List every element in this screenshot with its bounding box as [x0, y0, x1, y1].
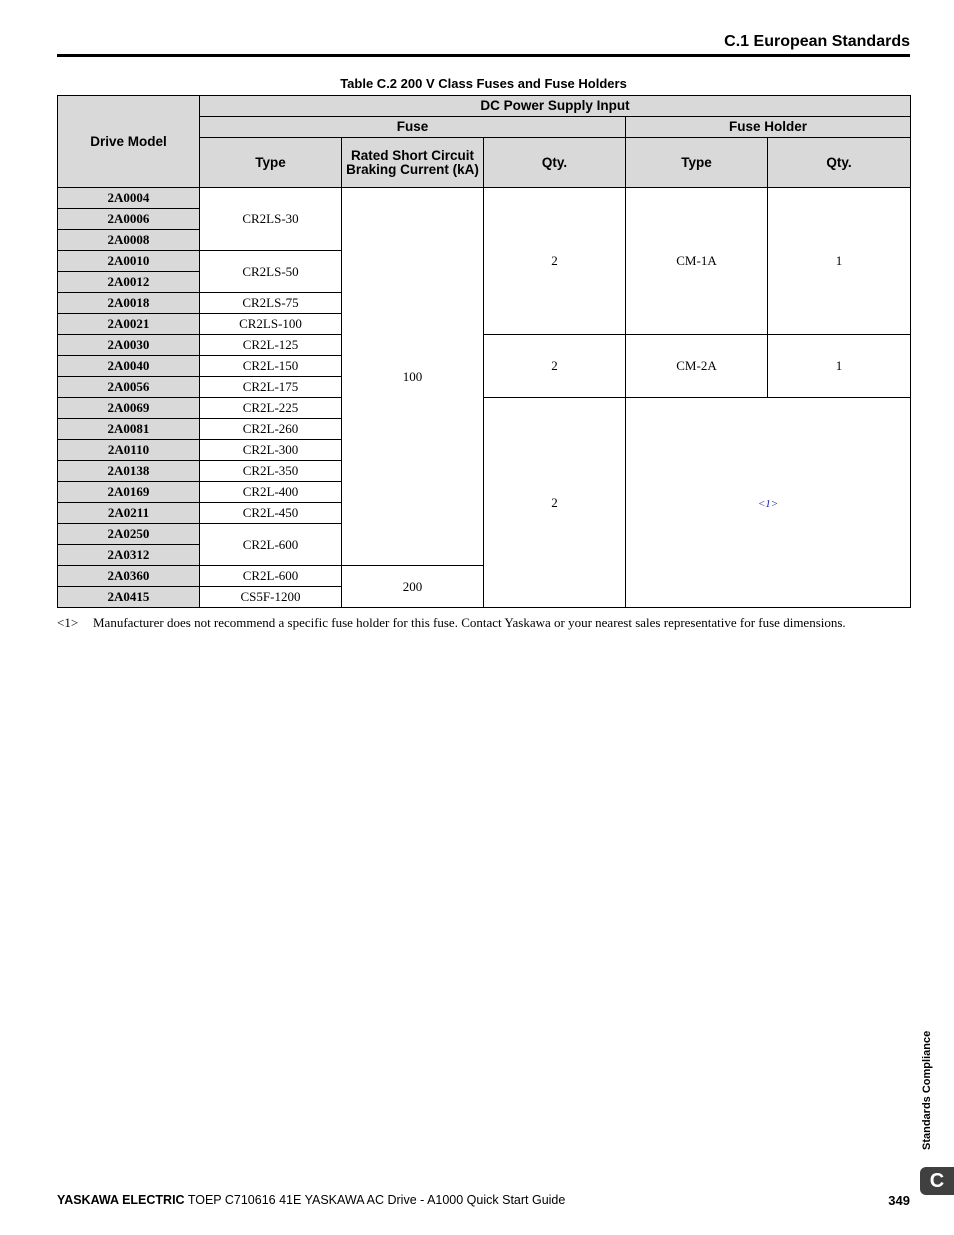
page-number: 349	[888, 1193, 910, 1208]
fuse-type-cell: CR2L-125	[200, 335, 342, 356]
footer-doc-title: TOEP C710616 41E YASKAWA AC Drive - A1000 Quick Start Guide	[184, 1193, 566, 1207]
drive-model-cell: 2A0056	[58, 377, 200, 398]
drive-model-cell: 2A0415	[58, 587, 200, 608]
drive-model-cell: 2A0021	[58, 314, 200, 335]
footer-brand: YASKAWA ELECTRIC	[57, 1193, 185, 1207]
drive-model-cell: 2A0069	[58, 398, 200, 419]
fuse-type-cell: CR2L-300	[200, 440, 342, 461]
rating-cell: 100	[342, 188, 484, 566]
fuse-holder-header: Fuse Holder	[626, 117, 911, 138]
drive-model-cell: 2A0312	[58, 545, 200, 566]
fuse-qty-cell: 2	[484, 398, 626, 608]
fuse-type-cell: CR2LS-50	[200, 251, 342, 293]
footnote	[57, 615, 917, 631]
holder-qty-cell: 1	[768, 335, 911, 398]
fuse-type-header: Type	[200, 138, 342, 188]
header-row-1	[58, 96, 911, 117]
holder-qty-header: Qty.	[768, 138, 911, 188]
drive-model-cell: 2A0006	[58, 209, 200, 230]
fuse-type-cell: CR2L-400	[200, 482, 342, 503]
holder-type-cell: CM-2A	[626, 335, 768, 398]
rating-cell: 200	[342, 566, 484, 608]
drive-model-header: Drive Model	[58, 96, 200, 188]
table-row	[58, 188, 911, 209]
drive-model-cell: 2A0040	[58, 356, 200, 377]
drive-model-cell: 2A0030	[58, 335, 200, 356]
fuse-qty-header: Qty.	[484, 138, 626, 188]
side-section-label: Standards Compliance	[921, 1030, 933, 1150]
fuse-qty-cell: 2	[484, 335, 626, 398]
page-footer	[57, 1193, 565, 1207]
drive-model-cell: 2A0110	[58, 440, 200, 461]
drive-model-cell: 2A0008	[58, 230, 200, 251]
drive-model-cell: 2A0360	[58, 566, 200, 587]
holder-note-cell	[626, 398, 911, 608]
drive-model-cell: 2A0018	[58, 293, 200, 314]
fuse-type-cell: CR2L-600	[200, 524, 342, 566]
fuse-type-cell: CS5F-1200	[200, 587, 342, 608]
dc-input-header: DC Power Supply Input	[200, 96, 911, 117]
footnote-mark: <1>	[57, 615, 79, 630]
fuse-table	[57, 95, 911, 608]
rated-current-header: Rated Short Circuit Braking Current (kA)	[342, 138, 484, 188]
section-title: C.1 European Standards	[724, 33, 910, 50]
drive-model-cell: 2A0010	[58, 251, 200, 272]
drive-model-cell: 2A0250	[58, 524, 200, 545]
fuse-type-cell: CR2LS-30	[200, 188, 342, 251]
drive-model-cell: 2A0012	[58, 272, 200, 293]
fuse-type-cell: CR2LS-75	[200, 293, 342, 314]
fuse-type-cell: CR2L-450	[200, 503, 342, 524]
drive-model-cell: 2A0004	[58, 188, 200, 209]
chapter-tab: C	[920, 1167, 954, 1195]
fuse-type-cell: CR2L-260	[200, 419, 342, 440]
fuse-header: Fuse	[200, 117, 626, 138]
table-row	[58, 398, 911, 419]
holder-type-cell: CM-1A	[626, 188, 768, 335]
fuse-type-cell: CR2L-150	[200, 356, 342, 377]
fuse-type-cell: CR2L-175	[200, 377, 342, 398]
holder-qty-cell: 1	[768, 188, 911, 335]
footnote-ref-link[interactable]: <1>	[757, 497, 779, 510]
holder-type-header: Type	[626, 138, 768, 188]
header-rule	[57, 54, 910, 57]
fuse-type-cell: CR2LS-100	[200, 314, 342, 335]
fuse-qty-cell: 2	[484, 188, 626, 335]
drive-model-cell: 2A0169	[58, 482, 200, 503]
fuse-type-cell: CR2L-600	[200, 566, 342, 587]
fuse-type-cell: CR2L-350	[200, 461, 342, 482]
table-caption: Table C.2 200 V Class Fuses and Fuse Holders	[340, 76, 627, 91]
drive-model-cell: 2A0211	[58, 503, 200, 524]
drive-model-cell: 2A0081	[58, 419, 200, 440]
table-row	[58, 335, 911, 356]
footnote-text: Manufacturer does not recommend a specific fuse holder for this fuse. Contact Yaskawa or your nearest sales representative for fuse dimensions.	[93, 615, 846, 630]
drive-model-cell: 2A0138	[58, 461, 200, 482]
fuse-type-cell: CR2L-225	[200, 398, 342, 419]
